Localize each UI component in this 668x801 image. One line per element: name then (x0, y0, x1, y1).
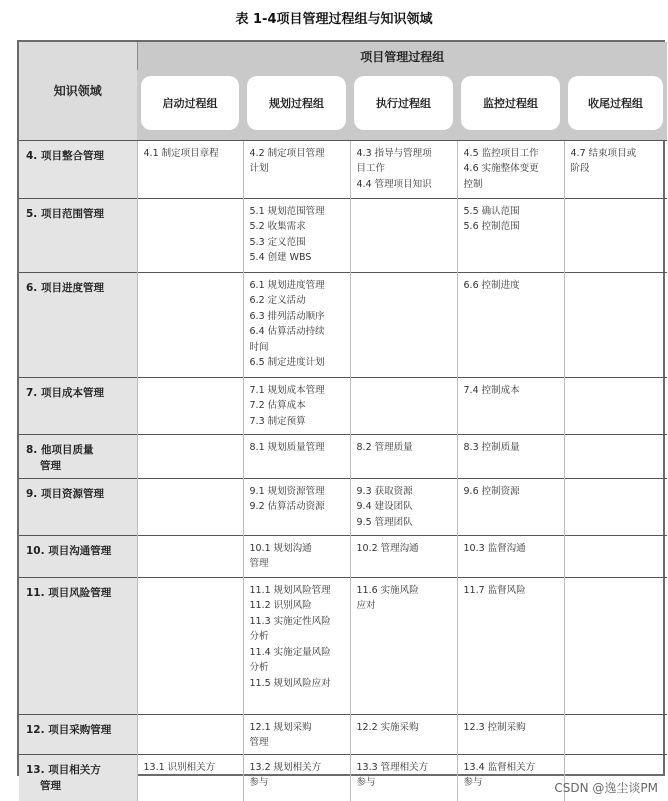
phase-label: 执行过程组 (354, 76, 453, 130)
knowledge-area-line: 6. 项目进度管理 (26, 281, 104, 294)
process-cell (564, 434, 667, 478)
process-cell (243, 535, 350, 577)
process-line: 11.7 监督风险 (463, 584, 526, 596)
process-line: 8.2 管理质量 (356, 441, 413, 453)
process-cell (457, 272, 564, 377)
process-line: 13.2 规划相关方 (249, 761, 322, 773)
knowledge-area-header: 知识领域 (19, 42, 137, 140)
process-line: 管理 (249, 558, 269, 569)
process-cell (457, 478, 564, 535)
process-line: 13.4 监督相关方 (463, 761, 536, 773)
process-line: 9.6 控制资源 (463, 485, 520, 497)
knowledge-area-line: 4. 项目整合管理 (26, 149, 104, 162)
table-row (19, 577, 667, 714)
process-line: 阶段 (570, 163, 590, 174)
process-cell (243, 434, 350, 478)
table-row (19, 714, 667, 754)
process-cell (457, 754, 564, 801)
knowledge-area-cell (19, 272, 137, 377)
table-row (19, 140, 667, 198)
process-line: 9.1 规划资源管理 (249, 485, 325, 497)
knowledge-area-cell (19, 535, 137, 577)
table-row (19, 272, 667, 377)
process-cell (137, 714, 243, 754)
process-cell (564, 577, 667, 714)
process-line: 5.6 控制范围 (463, 221, 520, 232)
knowledge-area-line: 11. 项目风险管理 (26, 586, 112, 599)
knowledge-area-cell (19, 434, 137, 478)
process-line: 4.4 管理项目知识 (356, 178, 432, 190)
phase-header-cell (350, 70, 457, 140)
knowledge-area-line: 8. 他项目质量 (26, 443, 94, 456)
process-line: 7.2 估算成本 (249, 400, 306, 411)
process-cell (137, 535, 243, 577)
process-cell (243, 577, 350, 714)
process-cell (243, 377, 350, 434)
process-cell (457, 140, 564, 198)
process-line: 9.2 估算活动资源 (249, 501, 325, 512)
process-line: 应对 (356, 600, 376, 611)
process-cell (564, 272, 667, 377)
process-cell (137, 377, 243, 434)
process-line: 9.4 建设团队 (356, 501, 413, 512)
process-cell (457, 377, 564, 434)
knowledge-area-line: 10. 项目沟通管理 (26, 544, 112, 557)
process-cell (350, 577, 457, 714)
process-cell (137, 198, 243, 272)
process-line: 13.1 识别相关方 (143, 761, 216, 773)
process-line: 4.1 制定项目章程 (143, 147, 219, 159)
phase-header-cell (137, 70, 243, 140)
process-cell (350, 140, 457, 198)
process-line: 计划 (249, 163, 269, 174)
process-line: 分析 (249, 662, 269, 673)
process-line: 5.3 定义范围 (249, 236, 306, 248)
process-cell (243, 478, 350, 535)
process-line: 10.2 管理沟通 (356, 542, 419, 554)
process-line: 6.2 定义活动 (249, 295, 306, 306)
process-line: 参与 (356, 777, 376, 788)
phase-header-cell (564, 70, 667, 140)
phase-header-cell (243, 70, 350, 140)
knowledge-area-cell (19, 140, 137, 198)
table-caption: 表 1-4项目管理过程组与知识领域 (235, 12, 433, 27)
process-line: 控制 (463, 178, 483, 190)
process-line: 5.1 规划范围管理 (249, 205, 325, 217)
process-line: 参与 (463, 777, 483, 788)
table-row (19, 377, 667, 434)
process-line: 8.3 控制质量 (463, 441, 520, 453)
table-row (19, 434, 667, 478)
process-line: 11.2 识别风险 (249, 600, 312, 611)
process-cell (457, 535, 564, 577)
knowledge-area-line: 9. 项目资源管理 (26, 487, 104, 500)
process-line: 4.3 指导与管理项 (356, 147, 432, 159)
process-cell (243, 272, 350, 377)
process-groups-header: 项目管理过程组 (137, 42, 667, 70)
table-row (19, 535, 667, 577)
process-line: 12.3 控制采购 (463, 721, 526, 733)
process-cell (137, 478, 243, 535)
knowledge-area-cell (19, 377, 137, 434)
process-line: 4.7 结束项目或 (570, 147, 637, 159)
process-cell (564, 714, 667, 754)
process-cell (137, 434, 243, 478)
process-line: 4.6 实施整体变更 (463, 163, 539, 174)
process-line: 9.3 获取资源 (356, 485, 413, 497)
phase-label: 监控过程组 (461, 76, 560, 130)
process-cell (350, 198, 457, 272)
process-line: 5.2 收集需求 (249, 221, 306, 232)
process-cell (350, 272, 457, 377)
process-line: 目工作 (356, 163, 386, 174)
process-cell (457, 198, 564, 272)
process-cell (243, 198, 350, 272)
process-line: 11.1 规划风险管理 (249, 584, 331, 596)
process-cell (457, 434, 564, 478)
process-line: 10.1 规划沟通 (249, 542, 312, 554)
phase-label: 收尾过程组 (568, 76, 663, 130)
knowledge-area-cell (19, 478, 137, 535)
process-cell (350, 478, 457, 535)
process-cell (137, 754, 243, 801)
process-line: 参与 (249, 777, 269, 788)
process-cell (243, 714, 350, 754)
process-cell (350, 714, 457, 754)
process-line: 6.1 规划进度管理 (249, 279, 325, 291)
process-line: 12.2 实施采购 (356, 721, 419, 733)
process-line: 7.1 规划成本管理 (249, 384, 325, 396)
process-cell (457, 714, 564, 754)
process-line: 分析 (249, 631, 269, 642)
process-line: 7.4 控制成本 (463, 384, 520, 396)
process-line: 12.1 规划采购 (249, 721, 312, 733)
process-line: 13.3 管理相关方 (356, 761, 429, 773)
knowledge-area-line: 7. 项目成本管理 (26, 386, 104, 399)
process-line: 11.4 实施定量风险 (249, 646, 331, 658)
process-line: 5.4 创建 WBS (249, 252, 312, 263)
process-line: 管理 (249, 737, 269, 748)
process-line: 7.3 制定预算 (249, 415, 306, 427)
knowledge-area-line: 管理 (40, 779, 61, 792)
process-line: 9.5 管理团队 (356, 516, 413, 528)
knowledge-area-line: 12. 项目采购管理 (26, 723, 112, 736)
process-line: 4.2 制定项目管理 (249, 147, 325, 159)
process-cell (350, 754, 457, 801)
process-cell (564, 535, 667, 577)
phase-label: 规划过程组 (247, 76, 346, 130)
process-line: 6.6 控制进度 (463, 279, 520, 291)
process-cell (457, 577, 564, 714)
knowledge-area-cell (19, 714, 137, 754)
process-cell (564, 198, 667, 272)
process-cell (564, 478, 667, 535)
process-line: 6.5 制定进度计划 (249, 357, 325, 368)
knowledge-area-cell (19, 198, 137, 272)
knowledge-area-line: 管理 (40, 459, 61, 472)
knowledge-area-line: 13. 项目相关方 (26, 763, 101, 776)
process-cell (137, 272, 243, 377)
phase-header-cell (457, 70, 564, 140)
table-row (19, 478, 667, 535)
phase-label: 启动过程组 (141, 76, 239, 130)
knowledge-area-cell (19, 577, 137, 714)
process-cell (350, 377, 457, 434)
process-line: 5.5 确认范围 (463, 205, 520, 217)
process-cell (564, 377, 667, 434)
process-line: 11.5 规划风险应对 (249, 677, 331, 689)
process-line: 时间 (249, 341, 269, 353)
watermark: CSDN @逸尘谈PM (554, 781, 658, 795)
process-line: 10.3 监督沟通 (463, 542, 526, 554)
process-cell (243, 754, 350, 801)
process-line: 8.1 规划质量管理 (249, 441, 325, 453)
process-line: 11.3 实施定性风险 (249, 615, 331, 627)
process-line: 11.6 实施风险 (356, 584, 419, 596)
process-cell (243, 140, 350, 198)
process-cell (137, 577, 243, 714)
process-line: 4.5 监控项目工作 (463, 147, 539, 159)
process-cell (564, 140, 667, 198)
knowledge-area-line: 5. 项目范围管理 (26, 207, 104, 220)
process-cell (137, 140, 243, 198)
knowledge-area-cell (19, 754, 137, 801)
process-cell (350, 434, 457, 478)
process-line: 6.4 估算活动持续 (249, 326, 325, 337)
process-cell (350, 535, 457, 577)
process-line: 6.3 排列活动顺序 (249, 310, 325, 322)
table-row (19, 198, 667, 272)
